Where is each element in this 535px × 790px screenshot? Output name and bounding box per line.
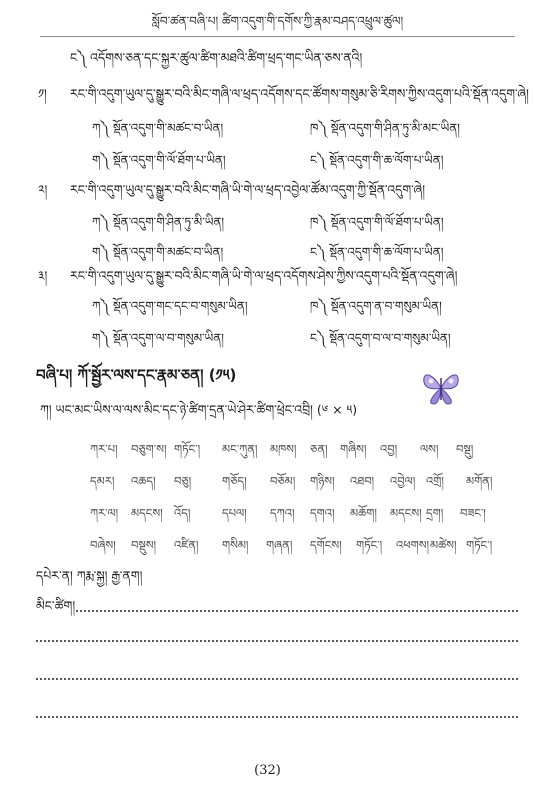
word: བཅུག་ས། xyxy=(131,442,167,456)
example-line: དཔེར་ན། ཀརྨ་སྐྱ། རྒྱ་ནག། xyxy=(36,568,143,583)
answer-line[interactable] xyxy=(36,638,518,642)
option: ང༽ སྡོན་འདུག་བ་ལ་བ་གསུམ་ཡིན། xyxy=(310,331,451,345)
word: དྲག། xyxy=(426,506,444,520)
option: ག༽ སྡོན་འདུག་ལ་བ་གསུམ་ཡིན། xyxy=(92,331,224,345)
word: གཏོང་། xyxy=(356,538,383,552)
word: མཁས། xyxy=(270,442,297,456)
option: ཀ༽ སྡོན་འདུག་གི་ཤིན་ཏུ་མི་ཡིན། xyxy=(92,215,225,229)
word: ཀར་ལ། xyxy=(90,506,119,520)
word: མདངས། xyxy=(131,506,163,520)
question-text: རང་གི་འདུག་ཡུལ་དུ་སྒྱུར་བའི་མིང་གཞི་ཡི་གེ་ལ་ཕྲད་འབྱེལ་ཚོམ་འདུག་ཀྱི་སྡོན་འདུག་ཞེ། xyxy=(70,182,425,197)
option: ཀ༽ སྡོན་འདུག་གི་མཚང་བ་ཡིན། xyxy=(92,121,224,135)
word: གཏོང་། xyxy=(174,442,201,456)
word: འོད། xyxy=(174,506,191,520)
answer-line[interactable] xyxy=(76,608,518,612)
option: ག༽ སྡོན་འདུག་གི་ལོ་ཐོག་པ་ཡིན། xyxy=(92,153,226,167)
question-number: ༣། xyxy=(38,268,48,283)
word: འགྲོ། xyxy=(426,474,444,488)
word: དགའ། xyxy=(310,506,335,520)
word: འཛིན། xyxy=(174,538,199,552)
word: བསྡུས། xyxy=(131,538,157,552)
word: ཅན། xyxy=(310,442,328,456)
word: འཕགས། xyxy=(396,538,430,552)
word: བསྡུ། xyxy=(456,442,474,456)
word: གཅོད། xyxy=(222,474,247,488)
word: གཞན། xyxy=(266,538,293,552)
question-text: རང་གི་འདུག་ཡུལ་དུ་སྒྱུར་བའི་མིང་གཞི་ཡི་གེ་ལ་ཕྲད་འདོགས་ཤེས་ཀྱིས་འདུག་པའི་སྡོན་འདུག་ཞེ། xyxy=(70,268,458,283)
answer-line[interactable] xyxy=(36,714,518,718)
word: འཆད། xyxy=(131,474,156,488)
option: ཁ༽ སྡོན་འདུག་གི་ལོ་ཐོག་པ་ཡིན། xyxy=(310,215,444,229)
option: ང༽ སྡོན་འདུག་གི་ཆ་ལོག་པ་ཡིན། xyxy=(310,245,444,259)
question-number: ༢། xyxy=(38,182,48,197)
option: ཁ༽ སྡོན་འདུག་གི་ཤིན་ཏུ་མི་མང་ཡིན། xyxy=(310,121,460,135)
question-nga: ང༽ འདོགས་ཅན་དང་སྐྱར་ཚུལ་ཚིག་མཐའི་ཚིག་ཕྲད་གང་ཡིན་ཅས་ནའི། xyxy=(70,50,363,65)
word: དཀའ། xyxy=(270,506,295,520)
word: ལས། xyxy=(420,442,439,456)
word: གཞིས། xyxy=(340,442,367,456)
word: མང་ཀུན། xyxy=(222,442,258,456)
word: བཟང་། xyxy=(460,506,486,520)
word: མཚེས། xyxy=(430,538,457,552)
option: ཁ༽ སྡོན་འདུག་ན་བ་གསུམ་ཡིན། xyxy=(310,299,442,313)
word: དཔལ། xyxy=(222,506,247,520)
word: འབྱ། xyxy=(380,442,398,456)
word: གསིམ། xyxy=(222,538,249,552)
section-title: བཞི་པ། ཀོ་སྦྱོར་ལས་དང་རྣམ་ཅན། (༡༥) xyxy=(36,366,237,384)
option: ང༽ སྡོན་འདུག་གི་ཆ་ལོག་པ་ཡིན། xyxy=(310,153,444,167)
page-number: (32) xyxy=(254,763,281,778)
answer-line[interactable] xyxy=(36,676,518,680)
word: འབྱེལ། xyxy=(390,474,416,488)
question-text: རང་གི་འདུག་ཡུལ་དུ་སྒྱུར་བའི་མིང་གཞི་ལ་ཕྲད་འདོགས་དང་ཚོགས་གསུམ་ཅི་རིགས་ཀྱིས་འདུག་པའི་སྡོན་འདུག་ཞེ། xyxy=(70,86,529,101)
word: གཏོང་། xyxy=(466,538,493,552)
word: བཅུ། xyxy=(174,474,192,488)
word: དགོངས། xyxy=(310,538,342,552)
option: ཀ༽ སྡོན་འདུག་གང་དང་བ་གསུམ་ཡིན། xyxy=(92,299,248,313)
word: འཐབ། xyxy=(350,474,375,488)
page-header: སློབ་ཚན་བཞི་པ། ཚིག་འདུག་གི་དགོས་ཀྱི་རྣམ་བཤད་འཕྲུལ་ཚུལ། xyxy=(40,8,515,37)
section-instruction: ཀ། ཡང་མང་ཡིས་ལ་ལས་མིང་དང་ཉེ་ཚིག་དྲན་ཡེ་ཤེར་ཚིག་ཕྲེང་འབྲི། (༦ × ༥) xyxy=(40,402,358,417)
question-number: ༡། xyxy=(38,86,47,101)
word: བཞེས། xyxy=(90,538,116,552)
word: མདངས། xyxy=(390,506,422,520)
word: ཀར་པ། xyxy=(90,442,118,456)
answer-label: མིང་ཚིག། xyxy=(36,598,76,613)
word: མཆོག། xyxy=(350,506,377,520)
option: ག༽ སྡོན་འདུག་གི་མཚང་བ་ཡིན། xyxy=(92,245,224,259)
word: གཉིས། xyxy=(310,474,335,488)
butterfly-icon xyxy=(418,366,464,410)
word: མགོན། xyxy=(466,474,493,488)
word: བཅོམ། xyxy=(270,474,296,488)
word: དམར། xyxy=(90,474,115,488)
